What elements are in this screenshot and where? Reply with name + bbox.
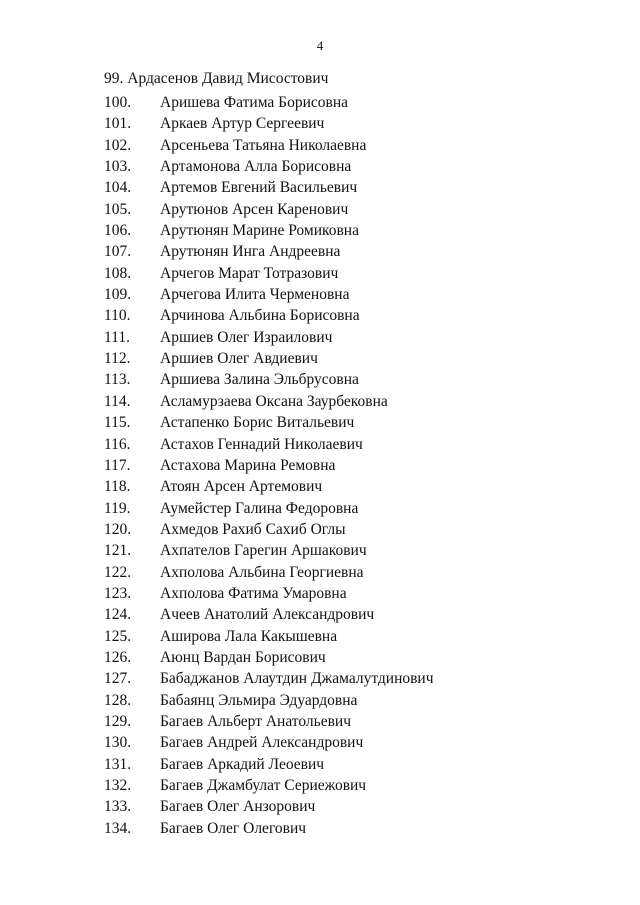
- list-item-name: Атоян Арсен Артемович: [160, 478, 323, 496]
- list-item-name: Ахполова Фатима Умаровна: [160, 584, 347, 602]
- list-item-number: 119.: [104, 499, 131, 517]
- list-item-name: Арутюнян Марине Ромиковна: [160, 222, 359, 240]
- list-item: [104, 135, 604, 156]
- list-item: [104, 391, 604, 412]
- list-item-name: Ачеев Анатолий Александрович: [160, 606, 375, 624]
- list-item: [104, 476, 604, 497]
- list-item: [104, 92, 604, 113]
- list-item-number: 107.: [104, 243, 132, 261]
- list-item-number: 111.: [104, 328, 130, 346]
- list-item: [104, 626, 604, 647]
- list-item-number: 122.: [104, 563, 132, 581]
- list-item-name: Аршиева Залина Эльбрусовна: [160, 371, 359, 389]
- list-item-name: Ахполова Альбина Георгиевна: [160, 563, 364, 581]
- list-item-number: 121.: [104, 542, 132, 560]
- list-item-name: Аюнц Вардан Борисович: [160, 648, 326, 666]
- list-item-name: Аумейстер Галина Федоровна: [160, 499, 359, 517]
- list-item: [104, 455, 604, 476]
- list-item-number: 129.: [104, 712, 132, 730]
- list-item: [104, 519, 604, 540]
- list-item-name: Аршиев Олег Авдиевич: [160, 350, 318, 368]
- list-item-number: 114.: [104, 392, 131, 410]
- list-item-name: Ахпателов Гарегин Аршакович: [160, 542, 367, 560]
- list-item: [104, 498, 604, 519]
- list-item: [104, 113, 604, 134]
- list-item-first: 99. Ардасенов Давид Мисостович: [104, 70, 329, 87]
- list-item-number: 110.: [104, 307, 131, 325]
- list-item-name: Арчегов Марат Тотразович: [160, 264, 339, 282]
- list-item-name: Бабаянц Эльмира Эдуардовна: [160, 691, 358, 709]
- list-item-name: Аширова Лала Какышевна: [160, 627, 338, 645]
- list-item-number: 113.: [104, 371, 131, 389]
- list-item-name: Артемов Евгений Васильевич: [160, 179, 358, 197]
- list-item-name: Астапенко Борис Витальевич: [160, 414, 355, 432]
- list-item: [104, 604, 604, 625]
- list-item: [104, 668, 604, 689]
- list-item: [104, 177, 604, 198]
- list-item-number: 128.: [104, 691, 132, 709]
- page-number: 4: [316, 38, 324, 53]
- list-item-number: 123.: [104, 584, 132, 602]
- list-item-name: Багаев Альберт Анатольевич: [160, 712, 352, 730]
- list-item-number: 115.: [104, 414, 131, 432]
- list-item-number: 131.: [104, 755, 132, 773]
- list-item: [104, 818, 604, 839]
- list-item-name: Аришева Фатима Борисовна: [160, 94, 348, 111]
- list-item: [104, 647, 604, 668]
- list-item-number: 112.: [104, 350, 131, 368]
- list-item: [104, 711, 604, 732]
- list-item-name: Багаев Олег Анзорович: [160, 798, 316, 816]
- list-item: [104, 434, 604, 455]
- list-item: [104, 540, 604, 561]
- list-item-name: Астахова Марина Ремовна: [160, 456, 336, 474]
- list-item-number: 116.: [104, 435, 131, 453]
- list-item: [104, 562, 604, 583]
- list-item: [104, 412, 604, 433]
- list-item: [104, 583, 604, 604]
- list-item-number: 106.: [104, 222, 132, 240]
- list-item-name: Ахмедов Рахиб Сахиб Оглы: [160, 520, 346, 538]
- list-item-name: Аршиев Олег Израилович: [160, 328, 333, 346]
- list-item-number: 120.: [104, 520, 132, 538]
- list-item: [104, 369, 604, 390]
- list-item-name: Арчинова Альбина Борисовна: [160, 307, 360, 325]
- list-item-number: 133.: [104, 798, 132, 816]
- list-item: [104, 156, 604, 177]
- list-item-name: Артамонова Алла Борисовна: [160, 158, 352, 176]
- list-item-number: 102.: [104, 136, 132, 154]
- list-item-name: Багаев Аркадий Леоевич: [160, 755, 325, 773]
- list-item: [104, 775, 604, 796]
- list-item-number: 108.: [104, 264, 132, 282]
- list-item: [104, 241, 604, 262]
- name-list: [104, 92, 604, 839]
- list-item: [104, 732, 604, 753]
- list-item: [104, 754, 604, 775]
- list-item-number: 103.: [104, 158, 132, 176]
- list-item-number: 127.: [104, 670, 132, 688]
- list-item-name: Астахов Геннадий Николаевич: [160, 435, 363, 453]
- list-item-number: 130.: [104, 734, 132, 752]
- list-item-number: 132.: [104, 777, 132, 794]
- list-item: [104, 348, 604, 369]
- list-item-name: Арчегова Илита Черменовна: [160, 286, 350, 304]
- list-item-number: 100.: [104, 94, 132, 111]
- list-item-name: Багаев Олег Олегович: [160, 819, 307, 837]
- list-item-name: Арутюнян Инга Андреевна: [160, 243, 341, 261]
- list-item-name: Бабаджанов Алаутдин Джамалутдинович: [160, 670, 434, 688]
- list-item-name: Аркаев Артур Сергеевич: [160, 115, 325, 133]
- list-item: [104, 305, 604, 326]
- list-item-number: 105.: [104, 200, 132, 218]
- list-item-name: Багаев Джамбулат Сериежович: [160, 777, 367, 794]
- list-item: [104, 796, 604, 817]
- list-item: [104, 199, 604, 220]
- list-item: [104, 220, 604, 241]
- list-item-number: 134.: [104, 819, 132, 837]
- list-item-number: 117.: [104, 456, 131, 474]
- list-item-name: Арсеньева Татьяна Николаевна: [160, 136, 367, 154]
- list-item: [104, 690, 604, 711]
- list-item-number: 104.: [104, 179, 132, 197]
- list-item-name: Багаев Андрей Александрович: [160, 734, 364, 752]
- list-item: [104, 327, 604, 348]
- list-item-number: 125.: [104, 627, 132, 645]
- list-item-number: 101.: [104, 115, 132, 133]
- list-item-number: 109.: [104, 286, 132, 304]
- list-item-name: Асламурзаева Оксана Заурбековна: [160, 392, 388, 410]
- list-item: [104, 284, 604, 305]
- list-item-number: 118.: [104, 478, 131, 496]
- list-item-name: Арутюнов Арсен Каренович: [160, 200, 349, 218]
- list-item-number: 124.: [104, 606, 132, 624]
- list-item-number: 126.: [104, 648, 132, 666]
- list-item: [104, 263, 604, 284]
